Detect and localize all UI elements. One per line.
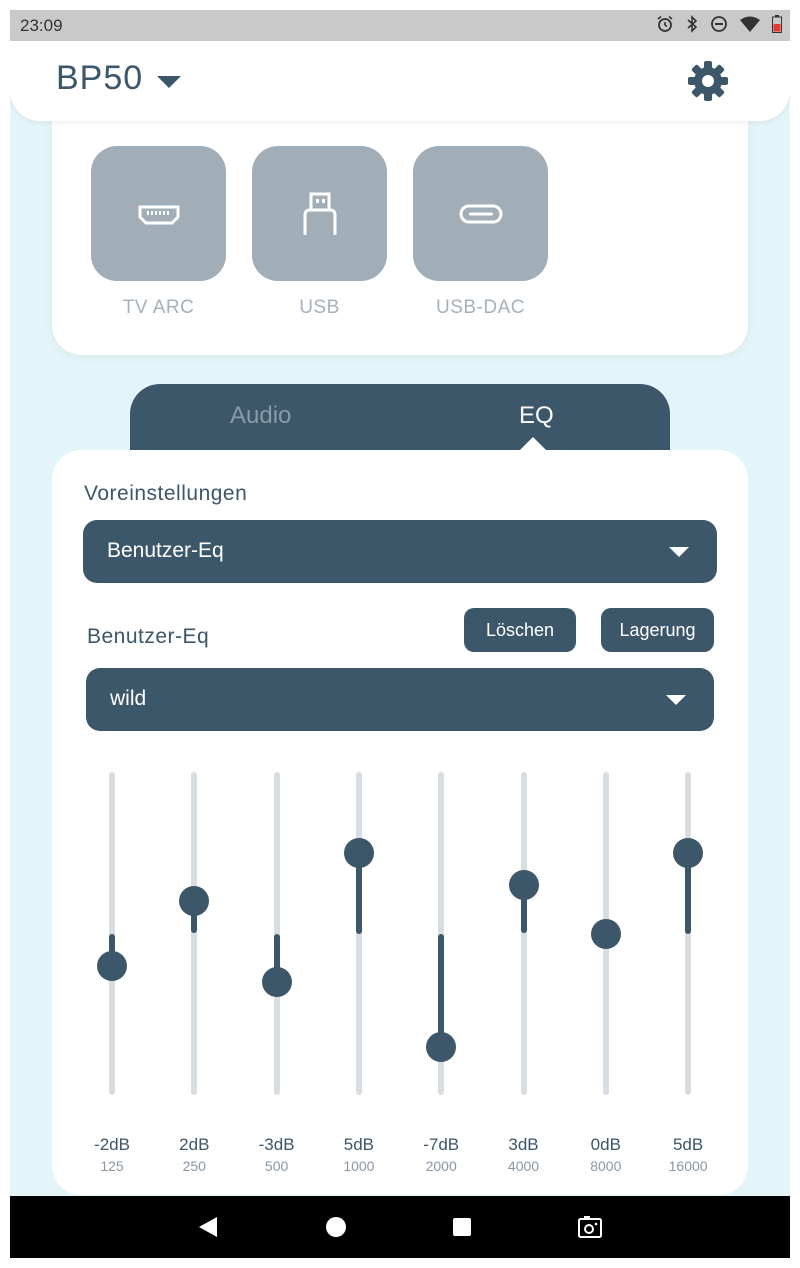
gear-icon[interactable] bbox=[686, 59, 730, 103]
slider-thumb[interactable] bbox=[591, 919, 621, 949]
gain-label: 5dB bbox=[343, 1135, 375, 1154]
device-name[interactable]: BP50 bbox=[56, 59, 144, 97]
gain-label: -3dB bbox=[258, 1135, 295, 1154]
presets-label: Voreinstellungen bbox=[84, 482, 248, 505]
recents-icon[interactable] bbox=[432, 1196, 492, 1258]
gain-label: -7dB bbox=[423, 1135, 460, 1154]
wifi-icon bbox=[740, 16, 760, 37]
freq-label: 1000 bbox=[343, 1158, 375, 1174]
preset-dropdown-value: Benutzer-Eq bbox=[107, 539, 224, 562]
source-usb[interactable] bbox=[252, 146, 387, 319]
eq-slider-4000[interactable] bbox=[504, 772, 544, 1172]
active-tab-indicator bbox=[519, 437, 547, 451]
user-eq-dropdown-value: wild bbox=[110, 687, 147, 710]
source-label: TV ARC bbox=[122, 297, 195, 318]
app-screen bbox=[10, 10, 790, 1258]
dropdown-caret-icon[interactable] bbox=[157, 76, 181, 88]
source-tile[interactable] bbox=[252, 146, 387, 281]
source-tv-arc[interactable] bbox=[91, 146, 226, 319]
freq-label: 8000 bbox=[590, 1158, 622, 1174]
slider-fill bbox=[438, 934, 444, 1047]
tab-audio[interactable]: Audio bbox=[230, 402, 292, 429]
source-label: USB-DAC bbox=[435, 297, 525, 318]
eq-slider-500[interactable] bbox=[257, 772, 297, 1172]
status-time: 23:09 bbox=[20, 16, 63, 35]
source-tile[interactable] bbox=[91, 146, 226, 281]
source-label: USB bbox=[299, 297, 340, 318]
back-icon[interactable] bbox=[178, 1196, 238, 1258]
freq-label: 500 bbox=[264, 1158, 289, 1174]
slider-track[interactable] bbox=[356, 772, 362, 1095]
slider-thumb[interactable] bbox=[262, 967, 292, 997]
slider-thumb[interactable] bbox=[673, 838, 703, 868]
gain-label: 2dB bbox=[179, 1135, 210, 1154]
freq-label: 4000 bbox=[507, 1158, 540, 1174]
slider-thumb[interactable] bbox=[97, 951, 127, 981]
chevron-down-icon bbox=[669, 547, 689, 557]
slider-thumb[interactable] bbox=[179, 886, 209, 916]
source-tile[interactable] bbox=[413, 146, 548, 281]
user-eq-label: Benutzer-Eq bbox=[87, 625, 210, 648]
slider-thumb[interactable] bbox=[509, 870, 539, 900]
eq-slider-2000[interactable] bbox=[421, 772, 461, 1172]
slider-track[interactable] bbox=[685, 772, 691, 1095]
usb-icon bbox=[300, 191, 340, 237]
freq-label: 2000 bbox=[425, 1158, 457, 1174]
eq-slider-125[interactable] bbox=[92, 772, 132, 1172]
freq-label: 125 bbox=[100, 1158, 124, 1174]
battery-low-icon bbox=[772, 15, 782, 38]
app-header bbox=[10, 41, 790, 121]
slider-track[interactable] bbox=[521, 772, 527, 1095]
home-icon[interactable] bbox=[306, 1196, 366, 1258]
slider-thumb[interactable] bbox=[344, 838, 374, 868]
source-card bbox=[52, 90, 748, 355]
do-not-disturb-icon bbox=[710, 15, 728, 38]
slider-track[interactable] bbox=[191, 772, 197, 1095]
eq-slider-250[interactable] bbox=[174, 772, 214, 1172]
status-icons bbox=[656, 15, 782, 38]
alarm-icon bbox=[656, 15, 674, 38]
delete-button[interactable]: Löschen bbox=[464, 608, 576, 652]
gain-label: -2dB bbox=[94, 1135, 130, 1154]
hdmi-icon bbox=[136, 201, 182, 227]
source-usb-dac[interactable] bbox=[413, 146, 548, 319]
usb-c-icon bbox=[458, 203, 504, 225]
screenshot-icon[interactable] bbox=[560, 1196, 620, 1258]
eq-slider-16000[interactable] bbox=[668, 772, 708, 1172]
slider-thumb[interactable] bbox=[426, 1032, 456, 1062]
eq-slider-1000[interactable] bbox=[339, 772, 379, 1172]
tab-bar bbox=[130, 384, 670, 454]
gain-label: 0dB bbox=[590, 1135, 621, 1154]
navigation-bar bbox=[10, 1196, 790, 1258]
preset-dropdown[interactable] bbox=[83, 520, 717, 583]
tab-eq[interactable]: EQ bbox=[519, 402, 554, 429]
freq-label: 16000 bbox=[668, 1158, 708, 1174]
status-bar bbox=[10, 10, 790, 41]
save-button[interactable]: Lagerung bbox=[601, 608, 714, 652]
freq-label: 250 bbox=[182, 1158, 206, 1174]
user-eq-dropdown[interactable] bbox=[86, 668, 714, 731]
gain-label: 3dB bbox=[508, 1135, 539, 1154]
eq-slider-8000[interactable] bbox=[586, 772, 626, 1172]
chevron-down-icon bbox=[666, 695, 686, 705]
gain-label: 5dB bbox=[672, 1135, 704, 1154]
bluetooth-icon bbox=[686, 15, 698, 38]
